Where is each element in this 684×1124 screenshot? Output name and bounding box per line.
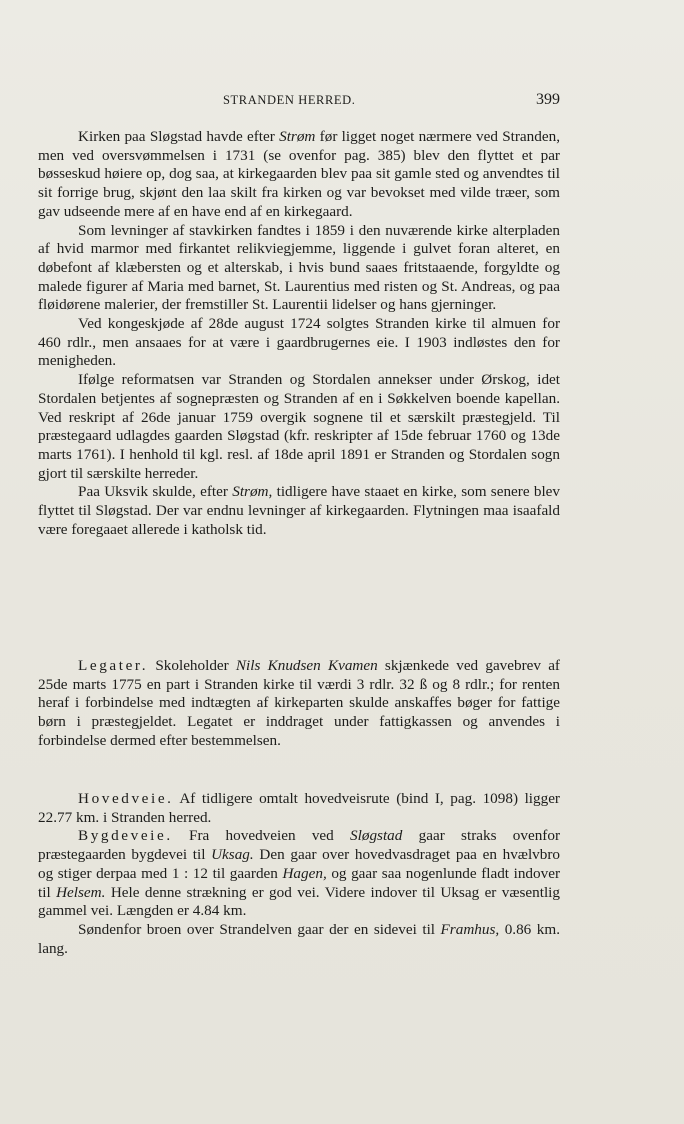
section-heading-legater: Legater. xyxy=(78,657,149,674)
text-span: Af tidligere omtalt hovedveisrute (bind I, pag. 1098) ligger 22.77 km. i Stranden herred. xyxy=(38,790,560,826)
italic-place: Uksag. xyxy=(211,846,254,864)
text-span: Den gaar over hovedvasdraget paa en hvælvbro og stiger derpaa med 1 : 12 til gaarden xyxy=(38,846,560,882)
paragraph-church-sale: Ved kongeskjøde af 28de august 1724 solgtes Stranden kirke til almuen for 460 rdlr., men ansaaes for at være i gaardbrugernes eie. I 1903 indløstes den for menigheden. xyxy=(38,315,560,370)
italic-place: Framhus, xyxy=(440,920,500,938)
paragraph-legater xyxy=(38,657,560,751)
text-span: skjænkede ved gavebrev af 25de marts 1775 en part i Stranden kirke til værdi 3 rdlr. 32 ß og 8 rdlr.; for renten heraf i forbindelse med indtægten af kirkeparten skulde anskaffes bøger for fattige børn i præstegjeldet. Legatet er inddraget under fattigkassen og anvendes i forbindelse dermed efter bestemmelsen. xyxy=(38,657,560,749)
text-span: Skoleholder xyxy=(148,657,236,674)
text-span: Paa Uksvik skulde, efter xyxy=(78,483,233,501)
text-span: Hele denne strækning er god vei. Videre indover til Uksag er væsentlig gammel vei. Længden er 4.84 km. xyxy=(38,883,560,920)
running-title: STRANDEN HERRED. xyxy=(223,93,356,107)
text-span: Kirken paa Sløgstad havde efter xyxy=(78,128,280,145)
italic-place: Sløgstad xyxy=(350,827,403,845)
text-span: gaar straks ovenfor præstegaarden bygdevei til xyxy=(38,827,561,864)
legater-section xyxy=(38,657,560,751)
italic-name: Strøm, xyxy=(232,483,273,501)
text-span: Fra hovedveien ved xyxy=(172,827,351,845)
paragraph-reformats: Ifølge reformatsen var Stranden og Stordalen annekser under Ørskog, idet Stordalen betjentes af sognepræsten og Stranden af en i Søkkelven boende kapellan. Ved reskript af 26de januar 1759 overgik sognene til et særskilt præstegjeld. Til præstegaard udlagdes gaarden Sløgstad (kfr. reskripter af 15de februar 1760 og 13de marts 1761). I henhold til kgl. resl. af 18de april 1891 er Stranden og Stordalen sogn gjort til særskilte herreder. xyxy=(38,371,560,482)
italic-name: Strøm xyxy=(279,128,316,145)
section-heading-hovedveie: Hovedveie. xyxy=(78,790,174,807)
paragraph-church-history xyxy=(38,128,560,222)
text-span: tidligere have staaet en kirke, som senere blev flyttet til Sløgstad. Der var endnu levninger af kirkegaarden. Flytningen maa isaafald være foregaaet allerede i katholsk tid. xyxy=(38,483,561,538)
main-text-block xyxy=(38,128,560,539)
paragraph-sondenfor xyxy=(38,921,560,958)
page-number: 399 xyxy=(536,91,560,108)
paragraph-bygdeveie xyxy=(38,827,560,921)
paragraph-hovedveie xyxy=(38,790,560,827)
paragraph-stave-church-remains: Som levninger af stavkirken fandtes i 1859 i den nuværende kirke alterpladen af hvid marmor med firkantet relikviegjemme, liggende i gulvet foran alteret, en døbefont af klæbersten og et alterskab, i hvis bund saaes fritstaaende, forgyldte og malede figurer af Maria med barnet, St. Laurentius med risten og St. Andreas, og paa fløidørene malerier, der fremstiller St. Laurentii lidelser og hans gjerninger. xyxy=(38,221,560,314)
text-span: 0.86 km. lang. xyxy=(38,920,560,957)
text-span: og gaar saa nogenlunde fladt indover til xyxy=(38,864,560,901)
paragraph-uksvik xyxy=(38,483,560,539)
running-head xyxy=(38,93,560,111)
italic-place: Hagen, xyxy=(282,864,327,882)
text-span: Søndenfor broen over Strandelven gaar der en sidevei til xyxy=(78,920,441,938)
roads-section xyxy=(38,790,560,958)
italic-name: Nils Knudsen Kvamen xyxy=(235,657,378,674)
text-span: før ligget noget nærmere ved Stranden, men ved oversvømmelsen i 1731 (se ovenfor pag. 385) blev den flyttet et par bøsseskud høiere op, dog saa, at kirkegaarden blev paa sit gamle sted og anvendtes til sit forrige brug, skjønt den laa skilt fra kirken og var bevokset med vilde træer, som gav udseende mere af en have end af en kirkegaard. xyxy=(38,128,560,220)
italic-place: Helsem. xyxy=(56,883,106,901)
section-heading-bygdeveie: Bygdeveie. xyxy=(78,827,173,845)
